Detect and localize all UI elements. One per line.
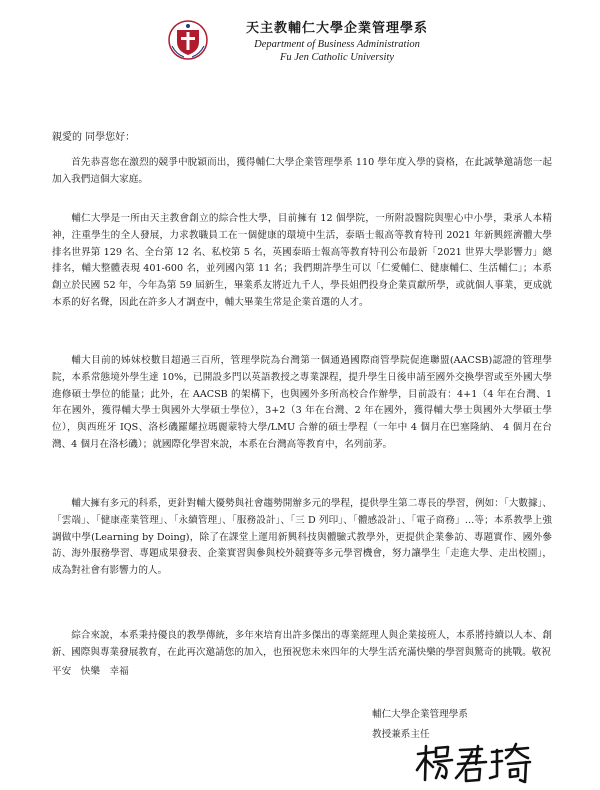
handwritten-signature bbox=[412, 740, 532, 785]
letterhead bbox=[168, 20, 468, 82]
letterhead-univ-en: Fu Jen Catholic University bbox=[279, 52, 394, 63]
letter-paragraph-5: 綜合來說，本系秉持優良的教學傳統，多年來培育出許多傑出的專業經理人與企業接班人，本系將持續以人本、創新、國際與專業發展教育，在此再次邀請您的加入，也預祝您未來四年的大學生活充滿快樂的學習與驚奇的挑戰。敬祝 bbox=[52, 630, 552, 658]
letterhead-dept-en: Department of Business Administration bbox=[254, 39, 420, 50]
letter-paragraph-3: 輔大目前的姊妹校數目超過三百所，管理學院為台灣第一個通過國際商管學院促進聯盟(AACSB)認證的管理學院，本系常態境外學生達 10%，已開設多門以英語教授之專業課程，提升學生日後申請至國外交換學習或至外國大學進修碩士學位的能量；此外，在 AACSB 的架構下，也與國外多所高校合作辦學，目前設有：4+1（4 年在台灣、1 年在國外，獲得輔大學士與國外大學碩士學位），3+2（3 年在台灣、2 年在國外，獲得輔大學士與國外大學碩士學位），與西班牙 IQS、洛杉磯羅耀拉瑪麗蒙特大學/LMU 合辦的碩士學程（一年中 4 個月在巴塞隆納、 4 個月在台灣、4 個月在洛杉磯）；就國際化學習來說，本系在台灣高等教育中，名列前茅。 bbox=[52, 355, 552, 450]
letter-paragraph-4: 輔大擁有多元的科系，更針對輔大優勢與社會趨勢開辦多元的學程，提供學生第二專長的學習，例如：「大數據」、「雲端」、「健康產業管理」、「永續管理」、「服務設計」、「三 D 列印」、「體感設計」、「電子商務」…等；本系教學上強調做中學(Learning by Doing)，除了在課堂上運用新興科技與體驗式教學外，更提供企業參訪、專題實作、國外參訪、海外服務學習、專題成果發表、企業實習與參與校外競賽等多元學習機會，努力讓學生「走進大學、走出校園」，成為對社會有影響力的人。 bbox=[52, 498, 552, 577]
letter-paragraph-2: 輔仁大學是一所由天主教會創立的綜合性大學，目前擁有 12 個學院，一所附設醫院與聖心中小學，秉承人本精神，注重學生的全人發展，力求教職員工在一個健康的環境中生活，泰晤士報高等教育特刊 2021 年新興經濟體大學排名世界第 129 名、全台第 12 名、私校第 5 名，英國泰晤士報高等教育特刊公布最新「2021 世界大學影響力」總排名，輔大整體表現 401-600 名，並列國內第 11 名；我們期許學生可以「仁愛輔仁、健康輔仁、生活輔仁」；本系創立於民國 52 年，今年為第 59 屆新生，畢業系友將近九千人，學長姐們投身企業貢獻所學，或就個人事業，更成就本系的好名聲，因此在許多人才調查中，輔大畢業生常是企業首選的人才。 bbox=[52, 213, 552, 308]
letterhead-title-cn: 天主教輔仁大學企業管理學系 bbox=[245, 21, 428, 36]
signer-organization: 輔仁大學企業管理學系 bbox=[372, 709, 468, 720]
letter-paragraph-1: 首先恭喜您在激烈的競爭中脫穎而出，獲得輔仁大學企業管理學系 110 學年度入學的資格，在此誠摯邀請您一起加入我們這個大家庭。 bbox=[52, 157, 552, 185]
letter-closing: 平安 快樂 幸福 bbox=[52, 666, 129, 677]
letter-greeting: 親愛的 同學您好： bbox=[52, 132, 136, 143]
signer-title: 教授兼系主任 bbox=[372, 729, 430, 740]
university-seal-icon bbox=[168, 20, 208, 60]
